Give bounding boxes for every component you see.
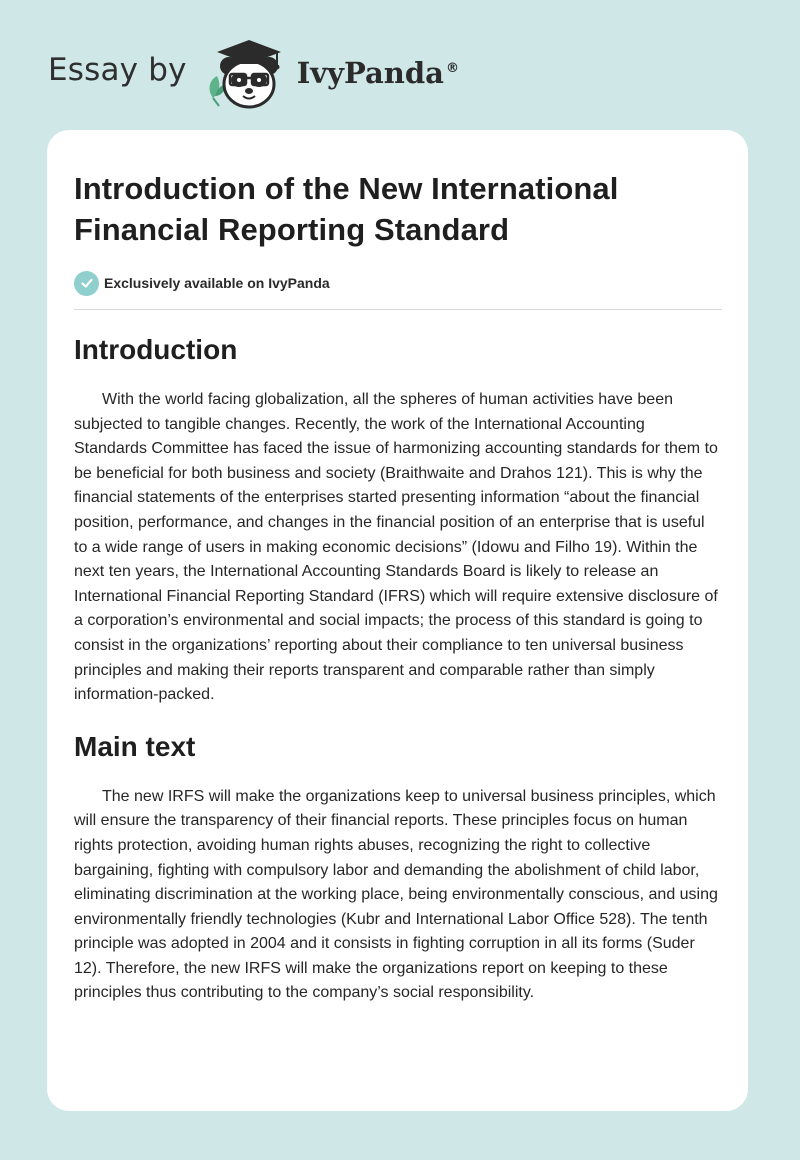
panda-mascot-icon [203, 34, 295, 110]
section-heading-main-text: Main text [74, 730, 196, 762]
registered-mark: ® [445, 61, 459, 77]
title-divider [74, 309, 722, 310]
exclusive-badge [74, 270, 722, 296]
essay-card [47, 130, 748, 1111]
checkmark-icon [74, 271, 99, 296]
exclusive-badge-label: Exclusively available on IvyPanda [104, 275, 330, 291]
brand-name: IvyPanda ® [296, 56, 459, 90]
section-heading-introduction: Introduction [74, 334, 238, 365]
essay-title: Introduction of the New International Financial Reporting Standard [74, 171, 619, 247]
brand-prefix: Essay by [48, 52, 187, 88]
essay-by-ivypanda-logo[interactable] [48, 34, 459, 110]
section-body-introduction: With the world facing globalization, all the spheres of human activities have been subjected to tangible changes. Recently, the work of the International Accounting Standards Committee has faced the issue of harmonizing accounting standards for them to be beneficial for both business and society (Braithwaite and Drahos 121). This is why the financial statements of the enterprises started presenting information “about the financial position, performance, and changes in the financial position of an enterprise that is useful to a wide range of users in making economic decisions” (Idowu and Filho 19). Within the next ten years, the International Accounting Standards Board is likely to release an International Financial Reporting Standard (IFRS) which will require extensive disclosure of a corporation’s environmental and social impacts; the process of this standard is going to consist in the organizations’ reporting about their compliance to ten universal business principles and making their reports transparent and comparable rather than simply information-packed. [74, 391, 718, 704]
section-body-main-text: The new IRFS will make the organizations keep to universal business principles, which will ensure the transparency of their financial reports. These principles focus on human rights protection, avoiding human rights abuses, recognizing the right to collective bargaining, fighting with compulsory labor and demanding the abolishment of child labor, eliminating discrimination at the working place, being environmentally conscious, and using environmentally friendly technologies (Kubr and International Labor Office 528). The tenth principle was adopted in 2004 and it consists in fighting corruption in all its forms (Suder 12). Therefore, the new IRFS will make the organizations report on keeping to these principles thus contributing to the company’s social responsibility. [74, 787, 718, 1002]
